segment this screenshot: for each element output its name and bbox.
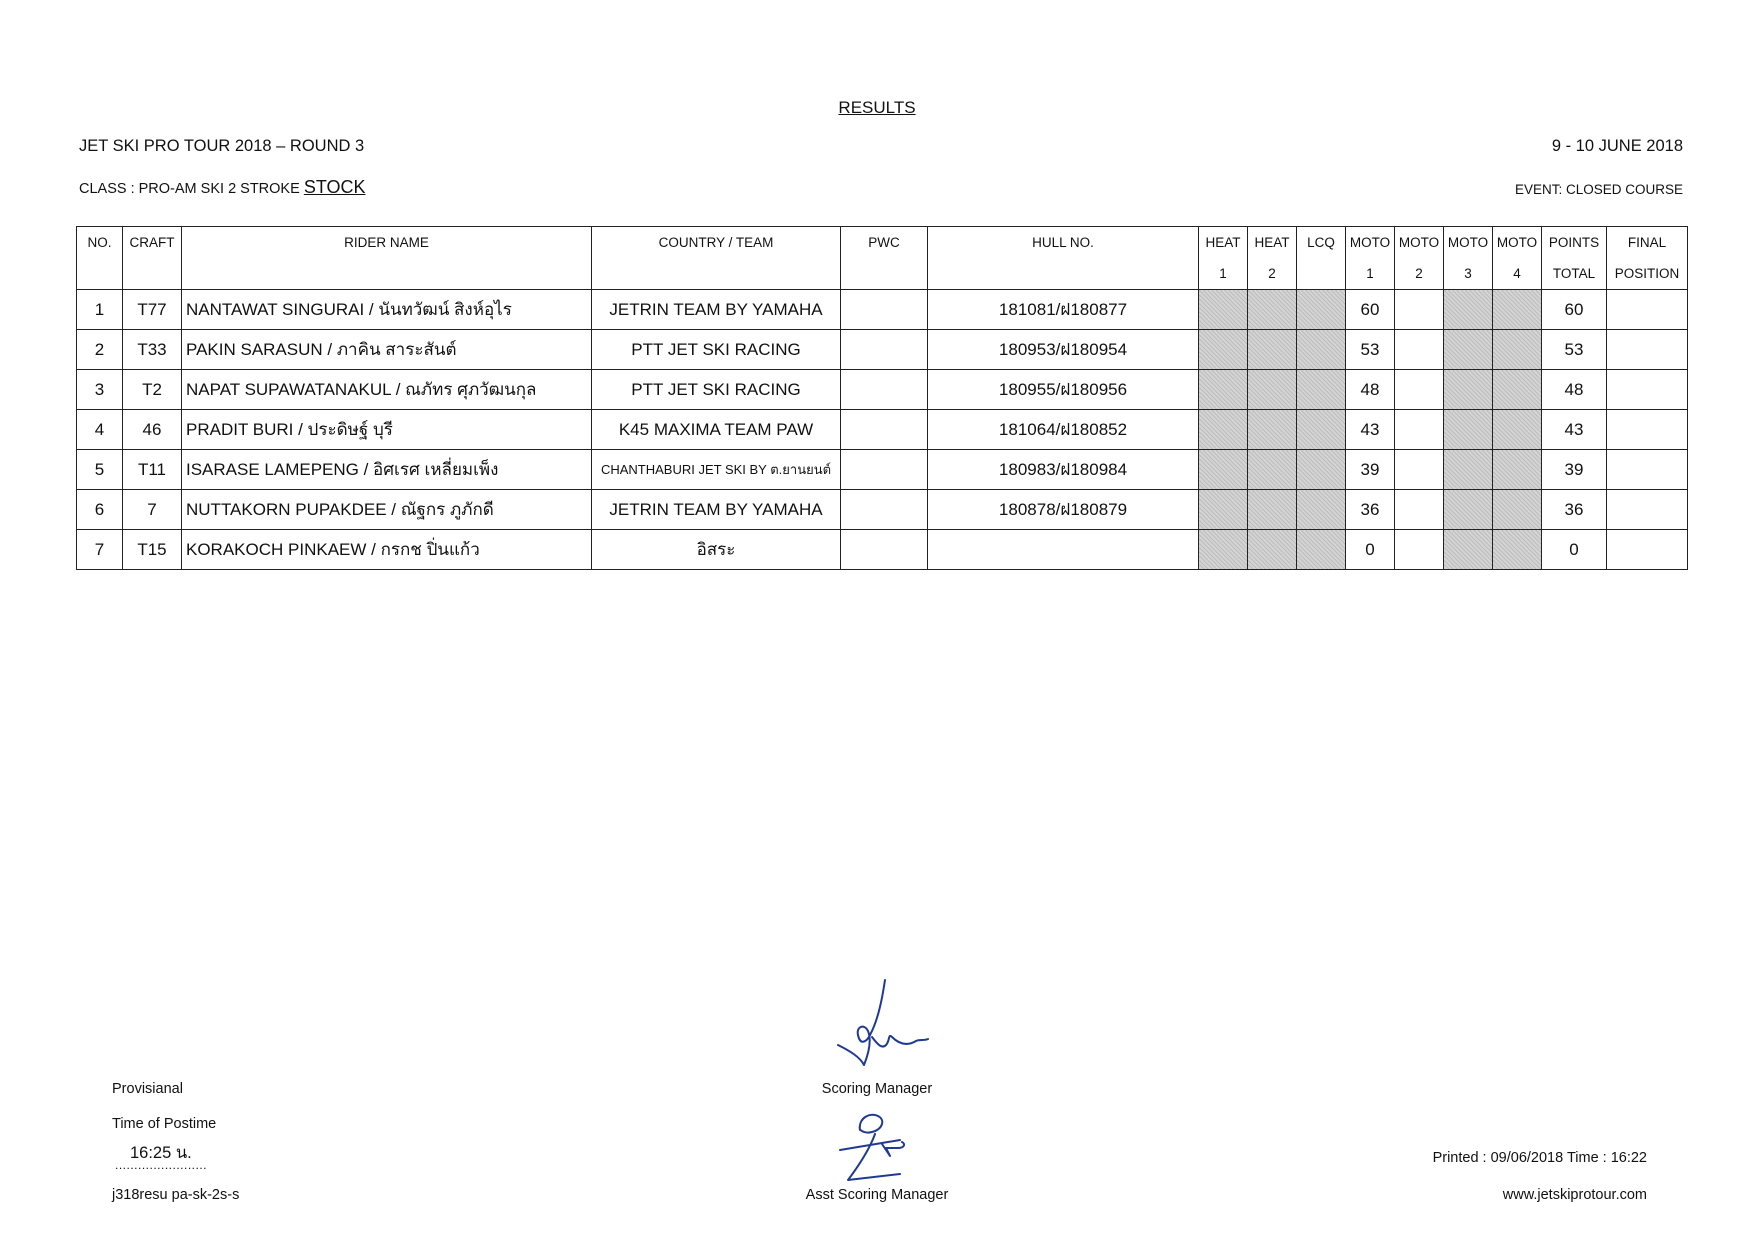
cell-rider: NAPAT SUPAWATANAKUL / ณภัทร ศุภวัฒนกุล — [182, 370, 592, 410]
cell-team: JETRIN TEAM BY YAMAHA — [592, 490, 841, 530]
cell-heat1 — [1199, 330, 1248, 370]
cell-final-position — [1607, 290, 1688, 330]
cell-rider: KORAKOCH PINKAEW / กรกช ปิ่นแก้ว — [182, 530, 592, 570]
cell-pwc — [841, 490, 928, 530]
cell-rider: NUTTAKORN PUPAKDEE / ณัฐกร ภูภักดี — [182, 490, 592, 530]
cell-lcq — [1297, 490, 1346, 530]
col-header-points: POINTS TOTAL — [1542, 227, 1607, 290]
cell-heat2 — [1248, 290, 1297, 330]
cell-moto1: 0 — [1346, 530, 1395, 570]
provisional-label: Provisianal — [112, 1081, 183, 1097]
cell-craft: 7 — [123, 490, 182, 530]
cell-points-total: 36 — [1542, 490, 1607, 530]
cell-heat2 — [1248, 370, 1297, 410]
col-header-craft: CRAFT — [123, 227, 182, 290]
cell-hull: 180955/ฝ180956 — [928, 370, 1199, 410]
cell-craft: 46 — [123, 410, 182, 450]
col-header-rider: RIDER NAME — [182, 227, 592, 290]
cell-heat2 — [1248, 410, 1297, 450]
table-row — [77, 290, 1688, 330]
cell-moto1: 60 — [1346, 290, 1395, 330]
cell-team: PTT JET SKI RACING — [592, 370, 841, 410]
cell-moto3 — [1444, 410, 1493, 450]
cell-pwc — [841, 290, 928, 330]
class-emphasis: STOCK — [303, 177, 366, 197]
cell-hull: 181081/ฝ180877 — [928, 290, 1199, 330]
cell-craft: T33 — [123, 330, 182, 370]
table-row — [77, 330, 1688, 370]
cell-team: อิสระ — [592, 530, 841, 570]
cell-hull: 180983/ฝ180984 — [928, 450, 1199, 490]
scoring-manager-signature — [820, 975, 940, 1075]
cell-pwc — [841, 530, 928, 570]
cell-moto2 — [1395, 410, 1444, 450]
cell-moto3 — [1444, 290, 1493, 330]
table-row — [77, 530, 1688, 570]
cell-heat2 — [1248, 490, 1297, 530]
asst-scoring-manager-signature — [820, 1108, 920, 1188]
table-row — [77, 490, 1688, 530]
cell-lcq — [1297, 410, 1346, 450]
page-title: RESULTS — [838, 98, 916, 117]
cell-rider: PAKIN SARASUN / ภาคิน สาระสันต์ — [182, 330, 592, 370]
cell-final-position — [1607, 410, 1688, 450]
cell-final-position — [1607, 330, 1688, 370]
class-prefix: CLASS : PRO-AM SKI 2 STROKE — [79, 181, 300, 197]
cell-no: 5 — [77, 450, 123, 490]
cell-no: 3 — [77, 370, 123, 410]
cell-moto3 — [1444, 370, 1493, 410]
cell-moto2 — [1395, 370, 1444, 410]
cell-moto4 — [1493, 490, 1542, 530]
cell-moto4 — [1493, 450, 1542, 490]
cell-hull — [928, 530, 1199, 570]
cell-moto2 — [1395, 450, 1444, 490]
col-header-no: NO. — [77, 227, 123, 290]
cell-points-total: 43 — [1542, 410, 1607, 450]
cell-moto1: 43 — [1346, 410, 1395, 450]
cell-moto2 — [1395, 490, 1444, 530]
col-header-pwc: PWC — [841, 227, 928, 290]
cell-lcq — [1297, 530, 1346, 570]
printed-timestamp: Printed : 09/06/2018 Time : 16:22 — [1432, 1150, 1647, 1166]
cell-pwc — [841, 330, 928, 370]
table-header-row — [77, 227, 1688, 290]
cell-heat1 — [1199, 290, 1248, 330]
cell-moto4 — [1493, 290, 1542, 330]
event-date: 9 - 10 JUNE 2018 — [1551, 137, 1683, 155]
cell-craft: T2 — [123, 370, 182, 410]
col-header-moto4: MOTO 4 — [1493, 227, 1542, 290]
cell-points-total: 0 — [1542, 530, 1607, 570]
website-url: www.jetskiprotour.com — [1502, 1187, 1647, 1203]
cell-no: 2 — [77, 330, 123, 370]
col-header-moto3: MOTO 3 — [1444, 227, 1493, 290]
cell-heat1 — [1199, 490, 1248, 530]
event-name: JET SKI PRO TOUR 2018 – ROUND 3 — [79, 137, 365, 155]
cell-hull: 181064/ฝ180852 — [928, 410, 1199, 450]
col-header-team: COUNTRY / TEAM — [592, 227, 841, 290]
table-row — [77, 410, 1688, 450]
cell-lcq — [1297, 290, 1346, 330]
col-header-heat2: HEAT 2 — [1248, 227, 1297, 290]
col-header-final: FINAL POSITION — [1607, 227, 1688, 290]
cell-points-total: 53 — [1542, 330, 1607, 370]
cell-lcq — [1297, 330, 1346, 370]
cell-moto1: 36 — [1346, 490, 1395, 530]
cell-team: K45 MAXIMA TEAM PAW — [592, 410, 841, 450]
cell-pwc — [841, 370, 928, 410]
cell-heat2 — [1248, 450, 1297, 490]
cell-team: PTT JET SKI RACING — [592, 330, 841, 370]
cell-team: JETRIN TEAM BY YAMAHA — [592, 290, 841, 330]
col-header-moto2: MOTO 2 — [1395, 227, 1444, 290]
cell-moto2 — [1395, 290, 1444, 330]
cell-no: 7 — [77, 530, 123, 570]
cell-final-position — [1607, 370, 1688, 410]
cell-points-total: 60 — [1542, 290, 1607, 330]
cell-moto4 — [1493, 530, 1542, 570]
class-line — [79, 177, 366, 198]
table-row — [77, 370, 1688, 410]
cell-final-position — [1607, 530, 1688, 570]
results-table — [76, 226, 1688, 570]
cell-moto4 — [1493, 410, 1542, 450]
col-header-heat1: HEAT 1 — [1199, 227, 1248, 290]
cell-heat1 — [1199, 530, 1248, 570]
time-of-posting-value: 16:25 น. — [130, 1144, 192, 1162]
col-header-moto1: MOTO 1 — [1346, 227, 1395, 290]
cell-moto1: 53 — [1346, 330, 1395, 370]
cell-rider: NANTAWAT SINGURAI / นันทวัฒน์ สิงห์อุไร — [182, 290, 592, 330]
col-header-hull: HULL NO. — [928, 227, 1199, 290]
cell-heat1 — [1199, 410, 1248, 450]
cell-heat2 — [1248, 330, 1297, 370]
cell-no: 6 — [77, 490, 123, 530]
table-row — [77, 450, 1688, 490]
cell-rider: ISARASE LAMEPENG / อิศเรศ เหลี่ยมเพ็ง — [182, 450, 592, 490]
cell-moto4 — [1493, 370, 1542, 410]
cell-moto2 — [1395, 530, 1444, 570]
cell-points-total: 39 — [1542, 450, 1607, 490]
cell-moto3 — [1444, 490, 1493, 530]
cell-final-position — [1607, 490, 1688, 530]
asst-scoring-manager-label: Asst Scoring Manager — [805, 1187, 949, 1203]
cell-heat1 — [1199, 450, 1248, 490]
cell-no: 4 — [77, 410, 123, 450]
cell-moto4 — [1493, 330, 1542, 370]
event-type: EVENT: CLOSED COURSE — [1514, 182, 1683, 197]
cell-rider: PRADIT BURI / ประดิษฐ์ บุรี — [182, 410, 592, 450]
dotted-line: ........................ — [115, 1158, 208, 1172]
cell-lcq — [1297, 370, 1346, 410]
cell-heat1 — [1199, 370, 1248, 410]
cell-heat2 — [1248, 530, 1297, 570]
file-code: j318resu pa-sk-2s-s — [112, 1187, 240, 1203]
cell-team: CHANTHABURI JET SKI BY ต.ยานยนต์ — [592, 450, 841, 490]
cell-hull: 180878/ฝ180879 — [928, 490, 1199, 530]
cell-lcq — [1297, 450, 1346, 490]
cell-craft: T77 — [123, 290, 182, 330]
cell-moto3 — [1444, 450, 1493, 490]
cell-no: 1 — [77, 290, 123, 330]
cell-moto3 — [1444, 530, 1493, 570]
cell-moto1: 39 — [1346, 450, 1395, 490]
time-of-posting-label: Time of Postime — [112, 1116, 217, 1132]
cell-pwc — [841, 410, 928, 450]
cell-moto2 — [1395, 330, 1444, 370]
cell-moto1: 48 — [1346, 370, 1395, 410]
col-header-lcq: LCQ — [1297, 227, 1346, 290]
cell-pwc — [841, 450, 928, 490]
cell-final-position — [1607, 450, 1688, 490]
cell-craft: T15 — [123, 530, 182, 570]
cell-craft: T11 — [123, 450, 182, 490]
cell-hull: 180953/ฝ180954 — [928, 330, 1199, 370]
cell-moto3 — [1444, 330, 1493, 370]
scoring-manager-label: Scoring Manager — [821, 1081, 933, 1097]
cell-points-total: 48 — [1542, 370, 1607, 410]
